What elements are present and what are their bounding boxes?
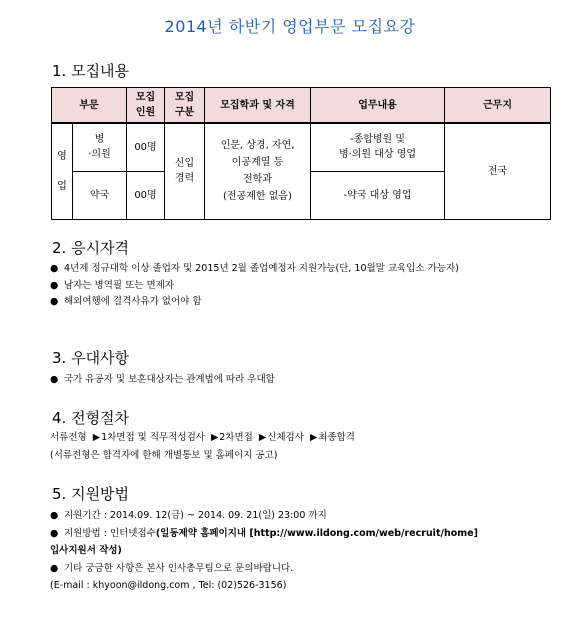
duty-cell-clinic: -종합병원 및 병·의원 대상 영업 [311, 123, 445, 171]
bullet-icon: ● [50, 527, 59, 539]
dept-cell-pharmacy: 약국 [73, 171, 127, 219]
recruitment-table [51, 87, 551, 220]
process-step: 신체검사 [267, 432, 304, 443]
header-count: 모집 인원 [127, 88, 165, 124]
type-cell: 신입 경력 [165, 123, 205, 219]
section-heading-recruitment: 1. 모집내용 [52, 62, 130, 80]
process-step: 최종합격 [318, 432, 355, 443]
list-item: ● 국가 유공자 및 보훈대상자는 관계법에 따라 우대함 [50, 372, 275, 389]
major-cell: 인문, 상경, 자연, 이공계열 등 전학과 (전공제한 없음) [205, 123, 311, 219]
header-location: 근무지 [445, 88, 551, 124]
bullet-icon: ● [50, 263, 59, 274]
dept-cell-clinic: 병 ·의원 [73, 123, 127, 171]
arrow-right-icon: ▶ [92, 432, 101, 443]
list-item: ● 지원기간 : 2014.09. 12(금) ~ 2014. 09. 21(일) 23:00 까지 [50, 507, 478, 525]
list-item: ● 해외여행에 결격사유가 없어야 함 [50, 294, 459, 311]
preferences-list [50, 372, 275, 389]
group-cell-sales: 영 업 [52, 123, 73, 219]
process-step: 서류전형 [50, 432, 87, 443]
process-note: (서류전형은 합격자에 한해 개별통보 및 홈페이지 공고) [50, 450, 278, 461]
header-duty: 업무내용 [311, 88, 445, 124]
process-steps [50, 430, 355, 446]
bullet-icon: ● [50, 510, 59, 521]
process-step: 1차면접 및 직무적성검사 [101, 432, 205, 443]
duty-cell-pharmacy: -약국 대상 영업 [311, 171, 445, 219]
count-cell: 00명 [127, 171, 165, 219]
section-heading-apply: 5. 지원방법 [52, 485, 130, 503]
page-title: 2014년 하반기 영업부문 모집요강 [164, 17, 416, 36]
bullet-icon: ● [50, 374, 59, 385]
bullet-icon: ● [50, 562, 59, 574]
list-item: 입사지원서 작성) [50, 545, 122, 556]
table-row [52, 123, 551, 171]
header-major: 모집학과 및 자격 [205, 88, 311, 124]
bullet-icon: ● [50, 296, 59, 307]
arrow-right-icon: ▶ [309, 432, 318, 443]
section-heading-process: 4. 전형절차 [52, 409, 130, 427]
list-item: ● 남자는 병역필 또는 면제자 [50, 278, 459, 295]
contact-info: (E-mail : khyoon@ildong.com , Tel: (02)526-3156) [50, 580, 287, 591]
header-type: 모집 구분 [165, 88, 205, 124]
section-heading-preferences: 3. 우대사항 [52, 349, 130, 367]
apply-url-text: (일동제약 홈페이지내 [http://www.ildong.com/web/recruit/home] [155, 527, 478, 539]
bullet-icon: ● [50, 279, 59, 291]
table-header-row [52, 88, 551, 124]
header-dept: 부문 [52, 88, 127, 124]
section-heading-qualifications: 2. 응시자격 [52, 239, 130, 257]
count-cell: 00명 [127, 123, 165, 171]
apply-list [50, 507, 478, 595]
location-cell: 전국 [445, 123, 551, 219]
process-step: 2차면접 [219, 432, 253, 443]
arrow-right-icon: ▶ [210, 432, 219, 443]
qualifications-list [50, 261, 459, 311]
list-item: ● 4년제 정규대학 이상 졸업자 및 2015년 2월 졸업예정자 지원가능(단, 10월말 교육입소 가능자) [50, 261, 459, 278]
arrow-right-icon: ▶ [258, 432, 267, 443]
list-item: ● 지원방법 : 인터넷접수(일동제약 홈페이지내 [http://www.ildong.com/web/recruit/home] [50, 525, 478, 543]
list-item: ● 기타 궁금한 사항은 본사 인사총무팀으로 문의바랍니다. [50, 560, 478, 578]
